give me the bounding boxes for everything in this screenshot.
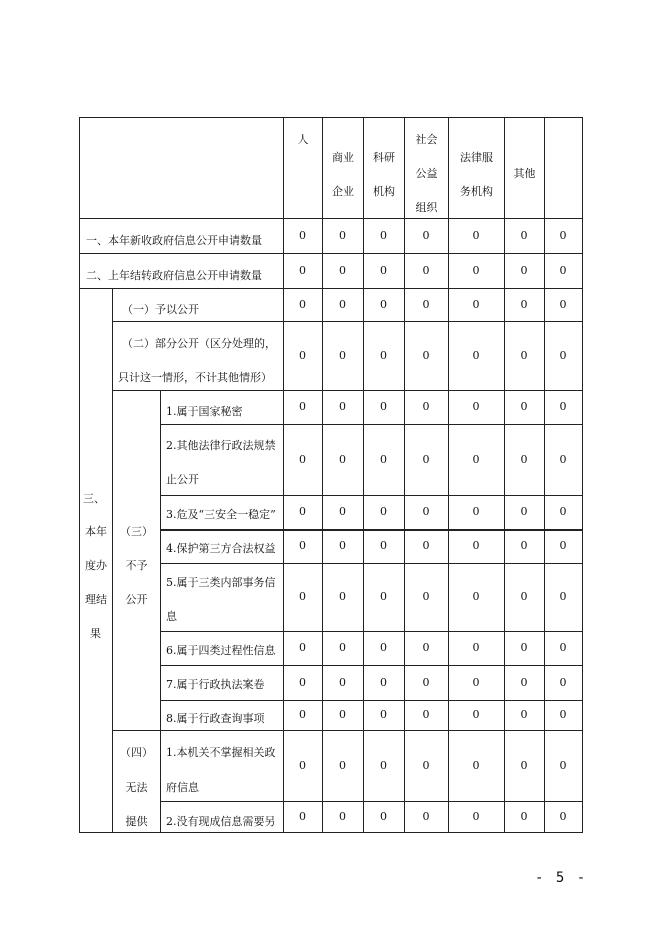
value-cell: 0	[559, 675, 567, 689]
value-cell: 0	[299, 348, 306, 362]
value-cell: 0	[520, 590, 528, 603]
value-cell: 0	[380, 590, 387, 603]
value-cell: 0	[299, 809, 306, 823]
row-label: 府信息	[166, 781, 199, 794]
header-cell: 科研	[373, 151, 395, 164]
row-label: 2.其他法律行政法规禁	[166, 439, 276, 452]
value-cell: 0	[380, 809, 387, 823]
table-line	[79, 288, 583, 289]
table-line	[448, 117, 449, 833]
value-cell: 0	[422, 708, 430, 721]
value-cell: 0	[299, 590, 306, 603]
value-cell: 0	[472, 708, 480, 721]
value-cell: 0	[339, 228, 346, 242]
row-label: 4.保护第三方合法权益	[166, 542, 276, 555]
value-cell: 0	[520, 297, 528, 311]
value-cell: 0	[559, 708, 567, 721]
value-cell: 0	[299, 263, 306, 277]
header-cell: 组织	[415, 201, 438, 214]
group-label: 理结	[85, 593, 107, 606]
header-cell: 人	[297, 133, 309, 146]
value-cell: 0	[422, 539, 430, 552]
header-cell: 公益	[415, 167, 438, 180]
header-cell: 社会	[415, 133, 438, 146]
table-line	[160, 700, 583, 701]
value-cell: 0	[380, 297, 387, 311]
value-cell: 0	[380, 400, 387, 413]
table-border-bottom	[79, 832, 583, 833]
value-cell: 0	[472, 675, 480, 689]
value-cell: 0	[520, 228, 528, 242]
value-cell: 0	[559, 263, 567, 277]
value-cell: 0	[339, 758, 346, 772]
row-label: 2.没有现成信息需要另	[166, 815, 276, 828]
table-line	[544, 117, 545, 833]
value-cell: 0	[520, 263, 528, 277]
value-cell: 0	[299, 452, 306, 466]
group-label: 公开	[125, 593, 148, 606]
value-cell: 0	[472, 641, 480, 654]
value-cell: 0	[422, 758, 430, 772]
group-label: 果	[90, 627, 101, 640]
value-cell: 0	[299, 297, 306, 311]
table-border-top	[79, 117, 583, 118]
value-cell: 0	[520, 452, 528, 466]
table-line	[160, 801, 583, 802]
value-cell: 0	[339, 452, 346, 466]
table-line	[160, 563, 583, 564]
value-cell: 0	[520, 809, 528, 823]
value-cell: 0	[339, 641, 346, 654]
value-cell: 0	[422, 641, 430, 654]
value-cell: 0	[520, 758, 528, 772]
group-label: 度办	[85, 559, 107, 572]
table-line	[160, 529, 583, 531]
table-line	[160, 665, 583, 666]
value-cell: 0	[422, 505, 430, 518]
row-label: 8.属于行政查询事项	[166, 712, 265, 725]
value-cell: 0	[299, 539, 306, 552]
value-cell: 0	[559, 348, 567, 362]
value-cell: 0	[559, 758, 567, 772]
value-cell: 0	[380, 452, 387, 466]
row-label: 1.属于国家秘密	[166, 405, 243, 418]
row-label: 5.属于三类内部事务信	[166, 576, 276, 589]
row-label: （一）予以公开	[122, 303, 199, 316]
header-cell: 机构	[373, 185, 395, 198]
value-cell: 0	[520, 708, 528, 721]
value-cell: 0	[339, 505, 346, 518]
value-cell: 0	[299, 400, 306, 413]
value-cell: 0	[520, 641, 528, 654]
value-cell: 0	[559, 539, 567, 552]
value-cell: 0	[520, 348, 528, 362]
value-cell: 0	[422, 675, 430, 689]
group-label: 提供	[125, 815, 148, 828]
group-label: 三、	[83, 492, 105, 505]
value-cell: 0	[339, 675, 346, 689]
group-label: （四）	[120, 746, 153, 759]
value-cell: 0	[559, 228, 567, 242]
value-cell: 0	[559, 452, 567, 466]
table-line	[112, 730, 583, 731]
value-cell: 0	[380, 675, 387, 689]
value-cell: 0	[422, 228, 430, 242]
row-label: 1.本机关不掌握相关政	[166, 746, 276, 759]
value-cell: 0	[472, 809, 480, 823]
table-line	[79, 253, 583, 254]
row-label: 二、上年结转政府信息公开申请数量	[86, 269, 262, 282]
table-line	[160, 631, 583, 632]
value-cell: 0	[520, 675, 528, 689]
table-line	[404, 117, 405, 833]
table-line	[160, 390, 161, 833]
value-cell: 0	[380, 641, 387, 654]
value-cell: 0	[559, 809, 567, 823]
value-cell: 0	[380, 505, 387, 518]
value-cell: 0	[380, 348, 387, 362]
table-line	[504, 117, 505, 833]
header-cell: 商业	[332, 151, 354, 164]
table-line	[160, 495, 583, 496]
value-cell: 0	[299, 708, 306, 721]
value-cell: 0	[380, 758, 387, 772]
value-cell: 0	[472, 505, 480, 518]
value-cell: 0	[380, 263, 387, 277]
value-cell: 0	[299, 228, 306, 242]
value-cell: 0	[520, 539, 528, 552]
value-cell: 0	[380, 228, 387, 242]
value-cell: 0	[380, 708, 387, 721]
table-line	[79, 218, 583, 219]
table-line	[283, 117, 284, 833]
value-cell: 0	[339, 539, 346, 552]
row-label: （二）部分公开（区分处理的，	[122, 337, 276, 350]
value-cell: 0	[472, 263, 480, 277]
value-cell: 0	[472, 758, 480, 772]
row-label: 7.属于行政执法案卷	[166, 678, 265, 691]
page-number: - 5 -	[535, 870, 588, 886]
row-label: 只计这一情形，不计其他情形）	[118, 371, 272, 384]
value-cell: 0	[422, 590, 430, 603]
value-cell: 0	[520, 505, 528, 518]
value-cell: 0	[472, 452, 480, 466]
value-cell: 0	[422, 297, 430, 311]
table-line	[112, 390, 583, 391]
table-line	[112, 321, 583, 322]
row-label: 一、本年新收政府信息公开申请数量	[86, 234, 262, 247]
value-cell: 0	[339, 809, 346, 823]
table-line	[160, 424, 583, 425]
value-cell: 0	[422, 809, 430, 823]
row-label: 止公开	[166, 473, 199, 486]
table-border-left	[79, 117, 80, 833]
value-cell: 0	[339, 263, 346, 277]
value-cell: 0	[472, 228, 480, 242]
value-cell: 0	[559, 590, 567, 603]
value-cell: 0	[472, 348, 480, 362]
value-cell: 0	[339, 708, 346, 721]
value-cell: 0	[422, 263, 430, 277]
value-cell: 0	[559, 505, 567, 518]
table-line	[363, 117, 364, 833]
value-cell: 0	[339, 400, 346, 413]
value-cell: 0	[559, 297, 567, 311]
value-cell: 0	[422, 348, 430, 362]
value-cell: 0	[299, 505, 306, 518]
value-cell: 0	[422, 400, 430, 413]
header-cell: 企业	[332, 185, 354, 198]
value-cell: 0	[472, 590, 480, 603]
table-border-right	[582, 117, 583, 833]
value-cell: 0	[422, 452, 430, 466]
value-cell: 0	[472, 297, 480, 311]
value-cell: 0	[339, 590, 346, 603]
row-label: 6.属于四类过程性信息	[166, 644, 276, 657]
header-cell: 其他	[513, 167, 536, 180]
group-label: 无法	[125, 781, 148, 794]
value-cell: 0	[299, 641, 306, 654]
value-cell: 0	[559, 641, 567, 654]
value-cell: 0	[380, 539, 387, 552]
value-cell: 0	[299, 758, 306, 772]
value-cell: 0	[520, 400, 528, 413]
header-cell: 务机构	[460, 185, 493, 198]
group-label: （三）	[120, 525, 153, 538]
value-cell: 0	[472, 539, 480, 552]
value-cell: 0	[472, 400, 480, 413]
header-cell: 法律服	[460, 151, 493, 164]
value-cell: 0	[559, 400, 567, 413]
row-label: 息	[166, 610, 177, 623]
table-line	[322, 117, 323, 833]
value-cell: 0	[299, 675, 306, 689]
row-label: 3.危及“三安全一稳定”	[166, 508, 276, 521]
group-label: 不予	[125, 559, 148, 572]
value-cell: 0	[339, 348, 346, 362]
value-cell: 0	[339, 297, 346, 311]
group-label: 本年	[85, 525, 107, 538]
